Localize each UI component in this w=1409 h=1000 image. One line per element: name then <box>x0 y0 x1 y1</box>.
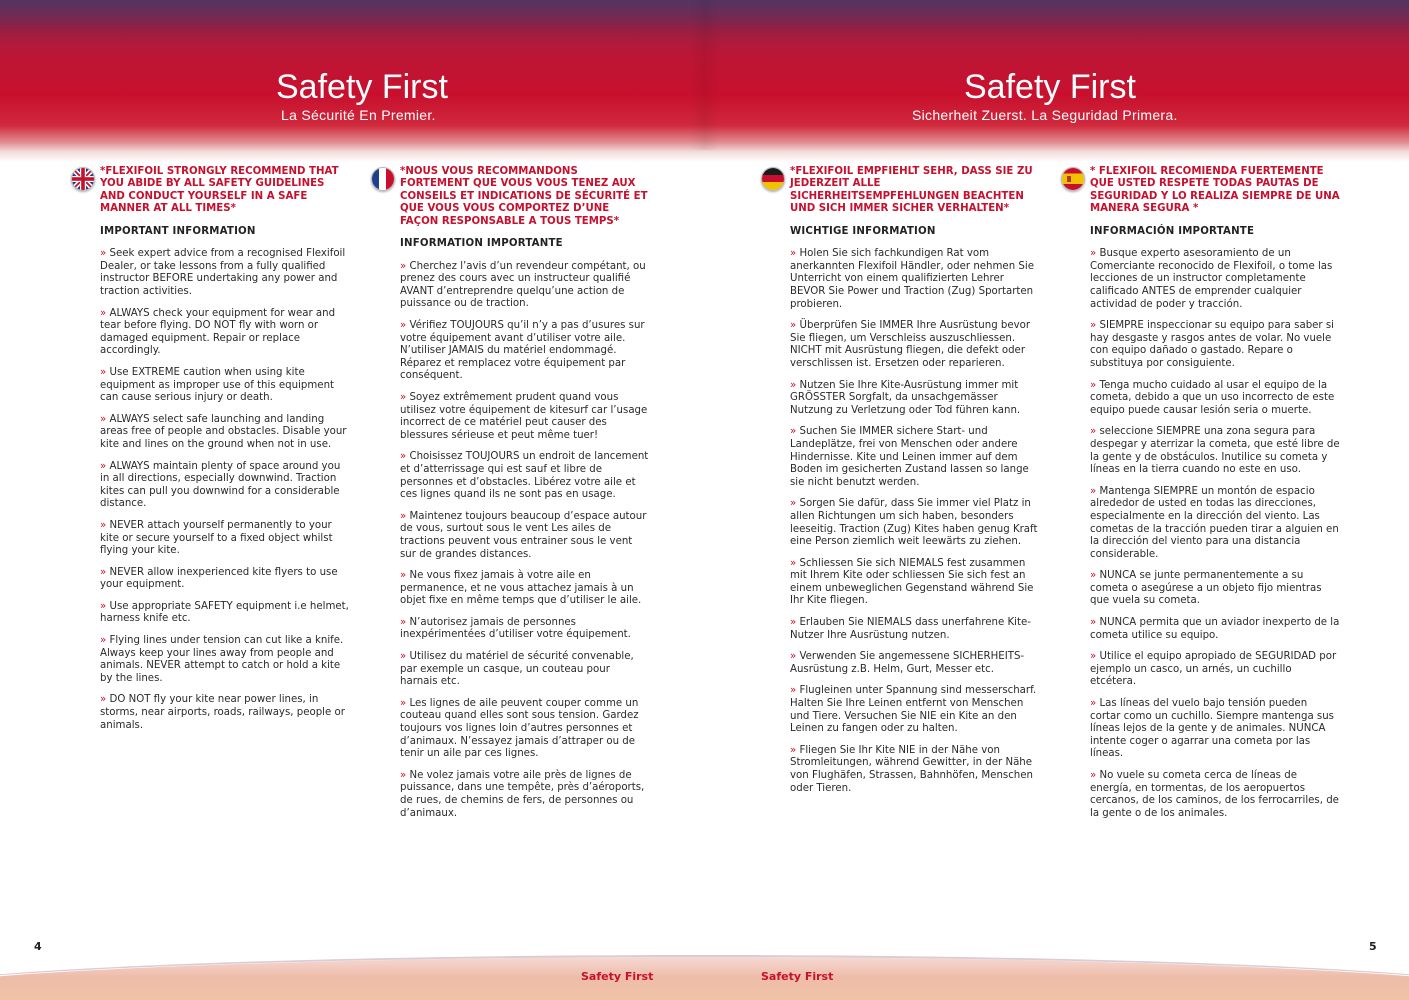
safety-item <box>1090 426 1340 476</box>
safety-item <box>100 635 350 685</box>
safety-item <box>1090 651 1340 689</box>
safety-item-text: ALWAYS select safe launching and landing areas free of people and obstacles. Disable your kite and lines on the ground when not in use. <box>100 413 347 450</box>
safety-item <box>1090 248 1340 311</box>
bullet-mark: » <box>790 498 800 510</box>
safety-item-text: Las líneas del vuelo bajo tensión pueden cortar como un cuchillo. Siempre mantenga sus líneas lejos de la gente y de animales. NUNCA intente coger o agarrar una cometa por las líneas. <box>1090 698 1334 760</box>
bullet-mark: » <box>100 460 110 472</box>
bullet-mark: » <box>790 320 800 332</box>
safety-item <box>1090 698 1340 761</box>
safety-item <box>400 511 650 561</box>
bullet-mark: » <box>790 557 800 569</box>
safety-item <box>1090 380 1340 418</box>
bullet-mark: » <box>100 566 110 578</box>
spain-flag-icon <box>1061 167 1085 191</box>
safety-item <box>1090 770 1340 820</box>
spanish-headline: * FLEXIFOIL RECOMIENDA FUERTEMENTE QUE USTED RESPETE TODAS PAUTAS DE SEGURIDAD Y LO REALIZA SIEMPRE DE UNA MANERA SEGURA * <box>1090 166 1340 215</box>
footer-arc-line <box>0 955 1409 1000</box>
english-items <box>100 248 350 732</box>
footer-label-left: Safety First <box>581 970 654 983</box>
bullet-mark: » <box>100 519 110 531</box>
safety-item <box>400 570 650 608</box>
safety-item-text: NEVER allow inexperienced kite flyers to use your equipment. <box>100 566 338 591</box>
safety-item <box>400 770 650 820</box>
safety-item-text: Suchen Sie IMMER sichere Start- und Landeplätze, frei von Menschen oder andere Hindernisse. Kite und Leinen immer auf dem Boden im gesicherten Zustand lassen so lange sie nicht benutzt werden. <box>790 426 1029 488</box>
safety-item-text: Nutzen Sie Ihre Kite-Ausrüstung immer mit GRÖSSTER Sorgfalt, da unsachgemässer Nutzung zu Verletzung oder Tod führen kann. <box>790 379 1021 416</box>
safety-item-text: Cherchez l’avis d’un revendeur compétant, ou prenez des cours avec un instructeur qualifié AVANT d’entreprendre quelqu’une action de puissance ou de traction. <box>400 260 646 310</box>
right-page-subtitle: Sicherheit Zuerst. La Seguridad Primera. <box>912 107 1178 123</box>
bullet-mark: » <box>400 510 410 522</box>
german-subhead: WICHTIGE INFORMATION <box>790 225 936 237</box>
safety-item-text: ALWAYS maintain plenty of space around you in all directions, especially downwind. Traction kites can pull you downwind for a considerable distance. <box>100 460 341 510</box>
bullet-mark: » <box>100 366 110 378</box>
bullet-mark: » <box>100 635 110 647</box>
safety-item-text: Verwenden Sie angemessene SICHERHEITS-Ausrüstung z.B. Helm, Gurt, Messer etc. <box>790 651 1025 675</box>
safety-item <box>1090 617 1340 642</box>
safety-item <box>1090 320 1340 370</box>
bullet-mark: » <box>100 248 110 260</box>
right-page-title: Safety First <box>964 68 1136 106</box>
uk-flag-icon <box>71 167 95 191</box>
safety-item <box>100 248 350 298</box>
safety-item-text: NUNCA permita que un aviador inexperto de la cometa utilice su equipo. <box>1090 617 1340 641</box>
bullet-mark: » <box>1090 651 1100 663</box>
safety-item <box>400 451 650 501</box>
france-flag-icon <box>371 167 395 191</box>
german-items <box>790 248 1040 795</box>
safety-item-text: Busque experto asesoramiento de un Comerciante reconocido de Flexifoil, o tome las lecciones de un instructor completamente calificado ANTES de emprender cualquier actividad de poder y tracción. <box>1090 248 1333 310</box>
spanish-column <box>1090 166 1340 829</box>
safety-item <box>100 367 350 405</box>
bullet-mark: » <box>790 685 800 697</box>
spanish-subhead: INFORMACIÓN IMPORTANTE <box>1090 225 1255 237</box>
safety-item-text: Mantenga SIEMPRE un montón de espacio alrededor de usted en todas las direcciones, especialmente en la dirección del viento. Las cometas de la tracción pueden tirar a alguien en la dirección del viento para una distancia considerable. <box>1090 485 1339 560</box>
bullet-mark: » <box>400 769 410 781</box>
safety-item-text: Vérifiez TOUJOURS qu’il n’y a pas d’usures sur votre équipement avant d’utiliser votre aile. N’utiliser JAMAIS du matériel endommagé. Réparez et remplacez votre équipement par conséquent. <box>400 320 645 382</box>
bullet-mark: » <box>1090 698 1100 710</box>
safety-item-text: Ne volez jamais votre aile près de lignes de puissance, dans une tempête, près d’aéroports, de rues, de chemins de fers, de personnes ou d’animaux. <box>400 769 645 819</box>
bullet-mark: » <box>790 617 800 629</box>
safety-item-text: SIEMPRE inspeccionar su equipo para saber si hay desgaste y rasgos antes de volar. No vuele con equipo dañado o gastado. Repare o substituya por consiguiente. <box>1090 320 1334 369</box>
safety-item-text: Use appropriate SAFETY equipment i.e helmet, harness knife etc. <box>100 600 349 625</box>
bullet-mark: » <box>1090 248 1100 260</box>
bullet-mark: » <box>1090 379 1100 391</box>
safety-item-text: seleccione SIEMPRE una zona segura para despegar y aterrizar la cometa, que esté libre de la gente y de obstáculos. Inutilice su cometa y líneas en la tierra cuando no este en uso. <box>1090 426 1340 476</box>
english-column <box>100 166 350 741</box>
page-fold <box>690 0 720 150</box>
safety-item-text: No vuele su cometa cerca de líneas de energía, en tormentas, de los aeropuertos cercanos, de los caminos, de los ferrocarriles, de la gente o de los animales. <box>1090 770 1339 819</box>
safety-item <box>100 308 350 358</box>
safety-item <box>400 617 650 642</box>
safety-item <box>100 567 350 592</box>
bullet-mark: » <box>400 570 410 582</box>
page-number-right: 5 <box>1369 940 1377 953</box>
safety-item-text: Sorgen Sie dafür, dass Sie immer viel Platz in allen Richtungen um sich haben, besonders leeseitig. Traction (Zug) Kites haben genug Kraft eine Person ziemlich weit leewärts zu ziehen. <box>790 498 1038 548</box>
bullet-mark: » <box>790 379 800 391</box>
safety-item-text: Maintenez toujours beaucoup d’espace autour de vous, surtout sous le vent Les ailes de tractions peuvent vous entrainer sous le vent sur de grandes distances. <box>400 510 647 560</box>
safety-item-text: DO NOT fly your kite near power lines, in storms, near airports, roads, railways, people or animals. <box>100 694 345 731</box>
french-headline: *NOUS VOUS RECOMMANDONS FORTEMENT QUE VOUS VOUS TENEZ AUX CONSEILS ET INDICATIONS DE SÉCURITÉ ET QUE VOUS VOUS COMPORTEZ D’UNE FAÇON RESPONSABLE A TOUS TEMPS* <box>400 166 648 227</box>
safety-item <box>400 698 650 761</box>
safety-item-text: Ne vous fixez jamais à votre aile en permanence, et ne vous attachez jamais à un objet fixe en même temps que d’utiliser le aile. <box>400 570 642 607</box>
french-column <box>400 166 650 829</box>
bullet-mark: » <box>790 426 800 438</box>
bullet-mark: » <box>400 320 410 331</box>
spanish-items <box>1090 248 1340 820</box>
safety-item <box>790 498 1040 548</box>
page-header-band <box>0 0 1409 162</box>
bullet-mark: » <box>100 307 110 319</box>
safety-item-text: Fliegen Sie Ihr Kite NIE in der Nähe von Stromleitungen, während Gewitter, in der Nähe von Flughäfen, Strassen, Bahnhöfen, Menschen oder Tieren. <box>790 744 1033 794</box>
english-headline: *FLEXIFOIL STRONGLY RECOMMEND THAT YOU ABIDE BY ALL SAFETY GUIDELINES AND CONDUCT YOURSELF IN A SAFE MANNER AT ALL TIMES* <box>100 166 339 215</box>
safety-item <box>790 617 1040 642</box>
left-page-title: Safety First <box>276 68 448 106</box>
safety-item-text: Tenga mucho cuidado al usar el equipo de la cometa, debido a que un uso incorrecto de este equipo puede causar lesión seria o muerte. <box>1090 379 1335 416</box>
left-page-subtitle: La Sécurité En Premier. <box>281 107 436 123</box>
safety-item <box>400 261 650 311</box>
bullet-mark: » <box>1090 570 1100 582</box>
safety-item <box>790 745 1040 795</box>
safety-item-text: NEVER attach yourself permanently to your kite or secure yourself to a fixed object whilst flying your kite. <box>100 519 333 557</box>
safety-item-text: Utilisez du matériel de sécurité convenable, par exemple un casque, un couteau pour harnais etc. <box>400 651 634 688</box>
bullet-mark: » <box>100 413 110 425</box>
safety-item-text: Schliessen Sie sich NIEMALS fest zusammen mit Ihrem Kite oder schliessen Sie sich fest an einem unbeweglichen Gegenstand während Sie Ihr Kite fliegen. <box>790 557 1034 607</box>
safety-item <box>790 651 1040 676</box>
bullet-mark: » <box>1090 485 1100 497</box>
french-subhead: INFORMATION IMPORTANTE <box>400 238 563 250</box>
safety-item <box>790 685 1040 735</box>
safety-item <box>400 392 650 442</box>
safety-item-text: Seek expert advice from a recognised Flexifoil Dealer, or take lessons from a fully qualified instructor BEFORE undertaking any power and traction activities. <box>100 248 346 297</box>
bullet-mark: » <box>1090 770 1100 781</box>
safety-item-text: N’autorisez jamais de personnes inexpérimentées d’utiliser votre équipement. <box>400 616 631 641</box>
safety-item-text: Choisissez TOUJOURS un endroit de lancement et d’atterrissage qui est sauf et libre de personnes et d’obstacles. Libérez votre aile et ces lignes quand ils ne sont pas en usage. <box>400 451 649 501</box>
bullet-mark: » <box>100 600 110 612</box>
bullet-mark: » <box>100 694 110 706</box>
safety-item <box>790 320 1040 370</box>
french-items <box>400 261 650 821</box>
bullet-mark: » <box>400 451 410 463</box>
bullet-mark: » <box>1090 426 1100 438</box>
safety-item <box>790 380 1040 418</box>
safety-item-text: Flying lines under tension can cut like a knife. Always keep your lines away from people and animals. NEVER attempt to catch or hold a kite by the lines. <box>100 635 344 684</box>
safety-item-text: Erlauben Sie NIEMALS dass unerfahrene Kite-Nutzer Ihre Ausrüstung nutzen. <box>790 617 1031 641</box>
german-headline: *FLEXIFOIL EMPFIEHLT SEHR, DASS SIE ZU JEDERZEIT ALLE SICHERHEITSEMPFEHLUNGEN BEACHTEN UND SICH IMMER SICHER VERHALTEN* <box>790 166 1033 215</box>
safety-item <box>100 601 350 626</box>
safety-item <box>1090 486 1340 562</box>
safety-item <box>790 558 1040 608</box>
safety-item-text: Utilice el equipo apropiado de SEGURIDAD por ejemplo un casco, un arnés, un cuchillo etcétera. <box>1090 651 1337 688</box>
safety-item <box>400 320 650 383</box>
safety-item <box>400 651 650 689</box>
safety-item <box>790 248 1040 311</box>
bullet-mark: » <box>400 697 410 709</box>
bullet-mark: » <box>790 744 800 756</box>
german-column <box>790 166 1040 804</box>
safety-item <box>100 461 350 511</box>
bullet-mark: » <box>400 391 410 403</box>
safety-item-text: NUNCA se junte permanentemente a su cometa o asegúrese a un objeto fijo mientras que vuela su cometa. <box>1090 570 1322 607</box>
safety-item <box>100 694 350 732</box>
safety-item <box>1090 570 1340 608</box>
safety-item-text: Les lignes de aile peuvent couper comme un couteau quand elles sont sous tension. Gardez toujours vos lignes loin d’autres personnes et d’animaux. N’essayez jamais d’attraper ou de tenir un aile par ces lignes. <box>400 697 639 760</box>
bullet-mark: » <box>400 616 410 628</box>
footer-label-right: Safety First <box>761 970 834 983</box>
bullet-mark: » <box>1090 320 1100 332</box>
safety-item <box>790 426 1040 489</box>
bullet-mark: » <box>400 651 410 663</box>
english-subhead: IMPORTANT INFORMATION <box>100 225 256 237</box>
page-footer-band <box>0 945 1409 1000</box>
safety-item-text: Soyez extrêmement prudent quand vous utilisez votre équipement de kitesurf car l’usage incorrect de ce matériel peut causer des blessures sérieuse et peut même tuer! <box>400 391 648 441</box>
bullet-mark: » <box>1090 617 1100 629</box>
safety-item <box>100 520 350 558</box>
germany-flag-icon <box>761 167 785 191</box>
bullet-mark: » <box>790 651 800 663</box>
safety-item-text: Flugleinen unter Spannung sind messerscharf. Halten Sie Ihre Leinen entfernt von Menschen und Tiere. Versuchen Sie NIE ein Kite an den Leinen zu fangen oder zu halten. <box>790 685 1037 735</box>
page-number-left: 4 <box>34 940 42 953</box>
safety-item-text: Überprüfen Sie IMMER Ihre Ausrüstung bevor Sie fliegen, um Verschleiss auszuschliessen. NICHT mit Ausrüstung fliegen, die defekt oder verschlissen ist. Ersetzen oder reparieren. <box>790 320 1031 369</box>
safety-item-text: ALWAYS check your equipment for wear and tear before flying. DO NOT fly with worn or damaged equipment. Repair or replace accordingly. <box>100 307 336 357</box>
safety-item <box>100 414 350 452</box>
bullet-mark: » <box>400 260 410 272</box>
safety-item-text: Holen Sie sich fachkundigen Rat vom anerkannten Flexifoil Händler, oder nehmen Sie Unterricht von einem qualifizierten Lehrer BEVOR Sie Power und Traction (Zug) Sportarten probieren. <box>790 248 1034 310</box>
bullet-mark: » <box>790 248 800 260</box>
safety-item-text: Use EXTREME caution when using kite equipment as improper use of this equipment can cause serious injury or death. <box>100 366 335 404</box>
